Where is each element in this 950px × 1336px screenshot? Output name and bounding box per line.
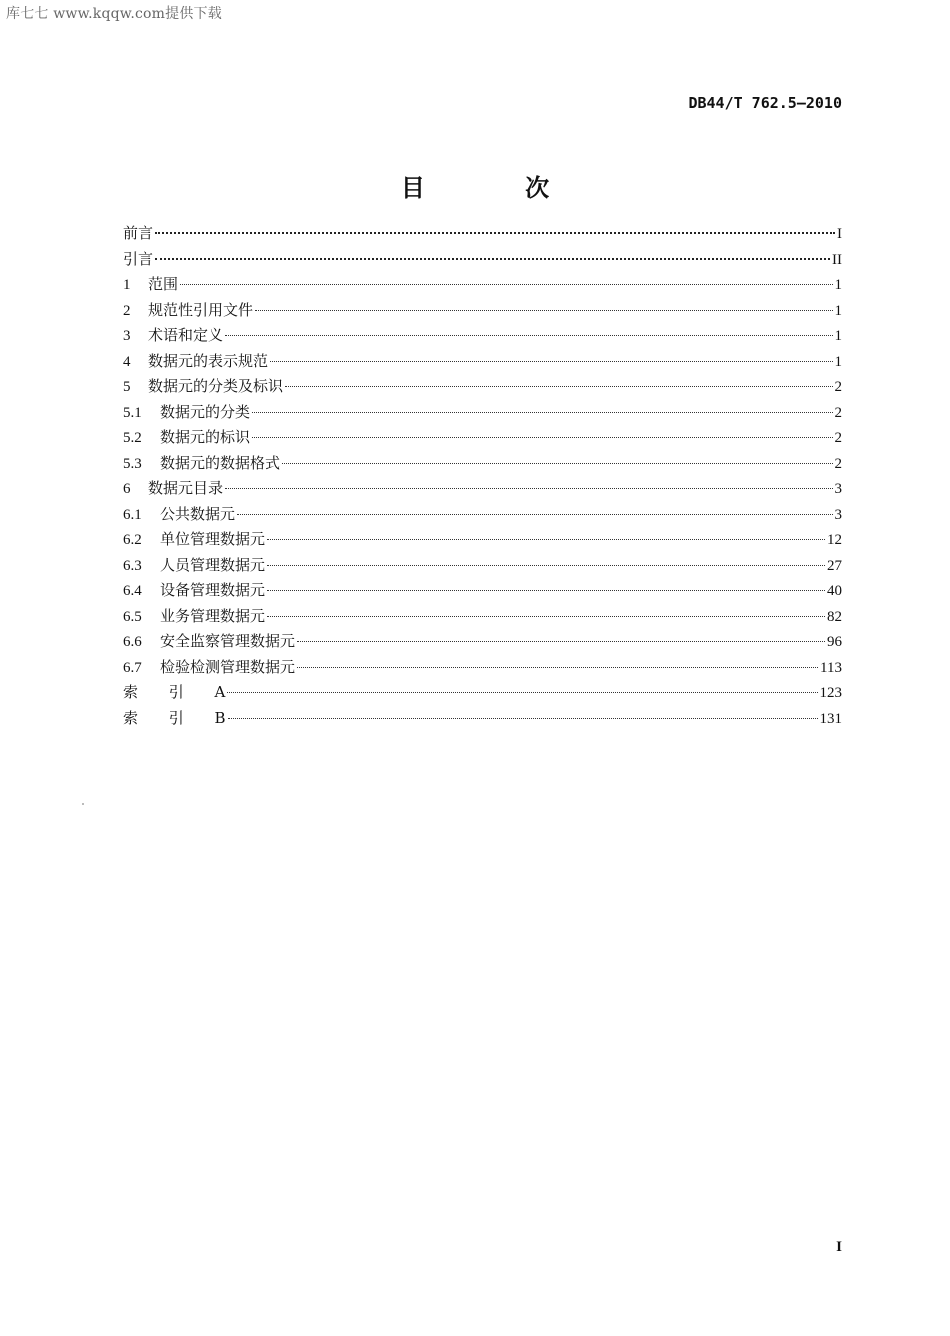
toc-entry-page: 1: [834, 328, 842, 344]
toc-entry[interactable]: [123, 425, 842, 451]
toc-dot-leader: [227, 692, 817, 693]
toc-entry-page: 1: [834, 353, 842, 370]
toc-entry-number: 6.3: [123, 557, 142, 574]
toc-entry-page: 123: [819, 685, 842, 701]
toc-entry-page: 113: [820, 659, 842, 676]
toc-entry-number: 6.1: [123, 506, 142, 523]
toc-entry[interactable]: [123, 400, 842, 426]
toc-dot-leader: [237, 514, 832, 515]
toc-entry-label: 范围: [148, 275, 179, 293]
toc-entry[interactable]: [123, 374, 842, 400]
toc-entry-number: 5.3: [123, 455, 142, 472]
toc-dot-leader: [267, 565, 825, 566]
toc-entry-label: 规范性引用文件: [148, 300, 254, 319]
toc-entry[interactable]: [123, 272, 842, 298]
table-of-contents: [123, 221, 842, 731]
toc-entry-page: 131: [819, 710, 842, 727]
toc-entry-label: 数据元的数据格式: [160, 453, 281, 472]
toc-entry-page: 2: [834, 430, 842, 446]
scan-speck: [82, 803, 84, 805]
toc-entry-number: 6: [123, 481, 131, 497]
toc-entry[interactable]: [123, 655, 842, 681]
toc-entry-number: 5.2: [123, 430, 142, 446]
toc-entry-page: 12: [827, 532, 842, 548]
toc-entry[interactable]: [123, 527, 842, 553]
toc-dot-leader: [180, 284, 832, 285]
toc-entry[interactable]: [123, 629, 842, 655]
toc-dot-leader: [155, 258, 830, 260]
toc-entry-page: 3: [834, 481, 842, 497]
toc-entry[interactable]: [123, 221, 842, 247]
toc-entry[interactable]: [123, 578, 842, 604]
toc-entry-page: 1: [834, 302, 842, 319]
toc-entry-number: 6.5: [123, 608, 142, 625]
toc-entry-page: 1: [834, 277, 842, 293]
toc-dot-leader: [297, 667, 818, 668]
toc-dot-leader: [225, 335, 832, 336]
toc-entry-number: 4: [123, 353, 131, 370]
toc-entry-label: 数据元目录: [148, 479, 224, 497]
toc-entry[interactable]: [123, 706, 842, 732]
toc-entry-label: 设备管理数据元: [160, 581, 266, 599]
toc-entry-label: 数据元的分类: [160, 402, 251, 421]
toc-entry-number: 6.4: [123, 583, 142, 599]
toc-entry-number: 5: [123, 379, 131, 395]
toc-entry-label: 索 引 A: [123, 683, 226, 701]
toc-dot-leader: [255, 310, 832, 311]
toc-entry-label: 公共数据元: [160, 504, 236, 523]
toc-entry[interactable]: [123, 502, 842, 528]
toc-entry-label: 业务管理数据元: [160, 606, 266, 625]
page-title: 目 次: [400, 174, 596, 202]
toc-dot-leader: [228, 718, 818, 719]
toc-dot-leader: [285, 386, 832, 387]
toc-entry-label: 单位管理数据元: [160, 530, 266, 548]
toc-entry-label: 数据元的标识: [160, 428, 251, 446]
page-number: I: [836, 1239, 842, 1255]
toc-entry-page: 2: [834, 379, 842, 395]
toc-dot-leader: [270, 361, 832, 362]
toc-dot-leader: [267, 590, 825, 591]
toc-dot-leader: [267, 539, 825, 540]
toc-entry[interactable]: [123, 553, 842, 579]
toc-entry-page: 2: [834, 455, 842, 472]
toc-entry-label: 数据元的表示规范: [148, 351, 269, 370]
toc-entry[interactable]: [123, 680, 842, 706]
toc-dot-leader: [252, 437, 832, 438]
toc-entry-page: 82: [827, 608, 842, 625]
toc-entry[interactable]: [123, 323, 842, 349]
toc-dot-leader: [225, 488, 832, 489]
toc-entry-label: 索 引 B: [123, 708, 226, 727]
toc-entry-number: 3: [123, 328, 131, 344]
toc-entry-page: 2: [834, 404, 842, 421]
document-number: DB44/T 762.5—2010: [688, 94, 842, 112]
toc-entry-number: 1: [123, 277, 131, 293]
toc-dot-leader: [282, 463, 832, 464]
toc-entry-label: 安全监察管理数据元: [160, 632, 296, 650]
toc-entry-page: 40: [827, 583, 842, 599]
toc-entry-number: 6.2: [123, 532, 142, 548]
toc-entry-label: 术语和定义: [148, 326, 224, 344]
toc-entry-number: 5.1: [123, 404, 142, 421]
toc-dot-leader: [155, 232, 835, 234]
toc-entry[interactable]: [123, 349, 842, 375]
toc-entry-label: 检验检测管理数据元: [160, 657, 296, 676]
toc-entry-page: 96: [827, 634, 842, 650]
toc-entry[interactable]: [123, 451, 842, 477]
toc-entry-label: 引言: [123, 249, 154, 268]
toc-entry[interactable]: [123, 604, 842, 630]
toc-entry-page: 3: [834, 506, 842, 523]
toc-entry[interactable]: [123, 298, 842, 324]
toc-entry-label: 人员管理数据元: [160, 555, 266, 574]
toc-entry-number: 6.7: [123, 659, 142, 676]
toc-entry-label: 前言: [123, 224, 154, 242]
toc-entry-page: I: [837, 226, 842, 242]
toc-dot-leader: [252, 412, 832, 413]
watermark-text: 库七七 www.kqqw.com提供下载: [6, 6, 222, 22]
toc-entry[interactable]: [123, 476, 842, 502]
toc-entry-number: 6.6: [123, 634, 142, 650]
toc-entry-label: 数据元的分类及标识: [148, 377, 284, 395]
toc-dot-leader: [297, 641, 825, 642]
toc-entry-number: 2: [123, 302, 131, 319]
toc-dot-leader: [267, 616, 825, 617]
toc-entry[interactable]: [123, 247, 842, 273]
toc-entry-page: 27: [827, 557, 842, 574]
toc-entry-page: II: [832, 251, 842, 268]
